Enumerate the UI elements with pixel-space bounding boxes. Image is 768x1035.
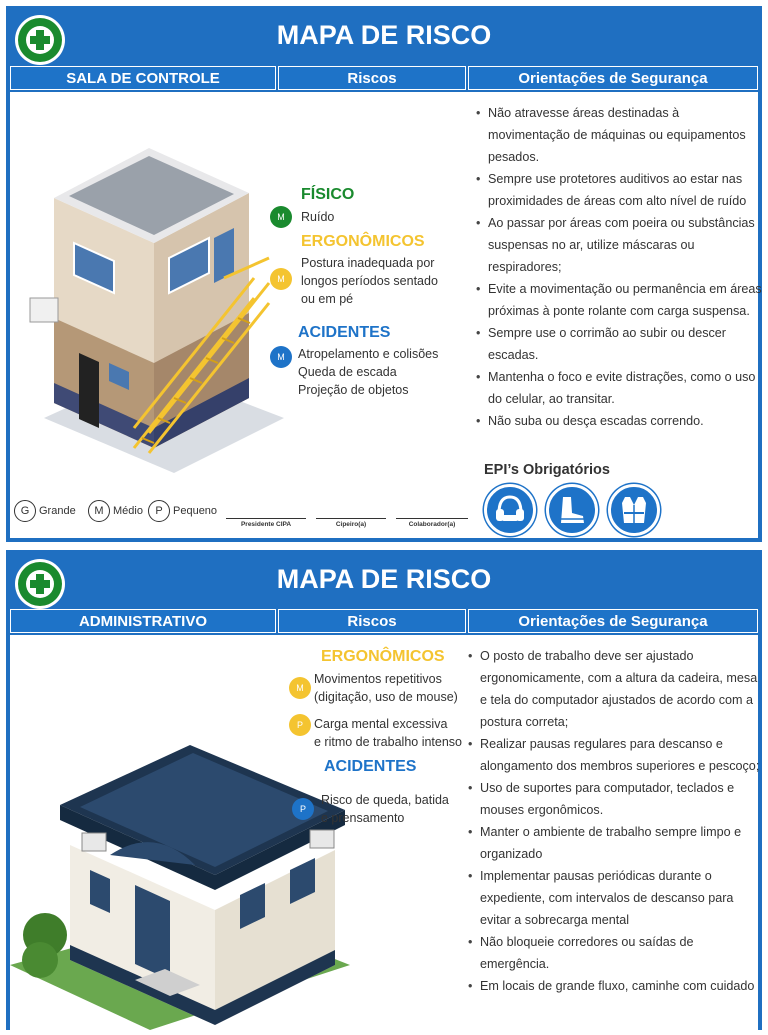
signature-line-collaborator: Colaborador(a)	[396, 518, 468, 528]
guideline-item: • Não atravesse áreas destinadas à movimentação de máquinas ou equipamentos pesados.	[476, 102, 762, 168]
risk-category-ergonomic: ERGONÔMICOS	[301, 233, 425, 250]
legend-letter: P	[148, 500, 170, 522]
page-title: MAPA DE RISCO	[276, 564, 492, 594]
risk-item-line: (digitação, uso de mouse)	[314, 690, 458, 704]
risk-item-line: longos períodos sentado	[301, 274, 438, 288]
risk-item-line: Atropelamento e colisões	[298, 347, 439, 361]
title-bar	[6, 550, 762, 608]
signature-line-president: Presidente CIPA	[226, 518, 306, 528]
risk-category-accidents: ACIDENTES	[298, 324, 391, 341]
risk-item-line: e ritmo de trabalho intenso	[314, 735, 463, 749]
header-risks: Riscos	[278, 609, 466, 633]
risk-map-card-control-room	[6, 6, 762, 542]
risk-item	[314, 670, 458, 706]
guideline-item: • Implementar pausas periódicas durante o expediente, com intervalos de descanso para evitar a sobrecarga mental	[468, 865, 760, 931]
risk-item	[321, 791, 449, 827]
guideline-item: • Sempre use o corrimão ao subir ou descer escadas.	[476, 322, 762, 366]
guideline-item: • O posto de trabalho deve ser ajustado ergonomicamente, com a altura da cadeira, mesa e tela do computador ajustados de acordo com a postura correta;	[468, 645, 760, 733]
guidelines-list	[476, 102, 762, 432]
guideline-item: • Não suba ou desça escadas correndo.	[476, 410, 762, 432]
risk-item	[301, 254, 438, 308]
column-headers	[10, 66, 758, 90]
risk-level-badge: P	[289, 714, 311, 736]
risk-level-badge: M	[270, 346, 292, 368]
risk-item-line: Carga mental excessiva	[314, 717, 448, 731]
risk-item-line: Queda de escada	[298, 365, 397, 379]
guideline-item: • Mantenha o foco e evite distrações, como o uso do celular, ao transitar.	[476, 366, 762, 410]
header-guidelines: Orientações de Segurança	[468, 66, 758, 90]
risk-level-badge: P	[292, 798, 314, 820]
legend-letter: M	[88, 500, 110, 522]
column-headers	[10, 609, 758, 633]
risk-category-ergonomic: ERGONÔMICOS	[321, 648, 445, 665]
guideline-item: • Evite a movimentação ou permanência em áreas próximas à ponte rolante com carga suspensa.	[476, 278, 762, 322]
risk-item: Ruído	[301, 210, 335, 224]
guideline-item: • Sempre use protetores auditivos ao estar nas proximidades de áreas com alto nível de ruído	[476, 168, 762, 212]
legend-item-grande	[14, 500, 76, 522]
card-body	[10, 92, 762, 538]
legend-label: Grande	[39, 505, 76, 517]
legend-item-medio	[88, 500, 143, 522]
risk-item-line: Risco de queda, batida	[321, 793, 449, 807]
legend-letter: G	[14, 500, 36, 522]
risk-category-accidents: ACIDENTES	[324, 758, 417, 775]
header-risks: Riscos	[278, 66, 466, 90]
title-bar	[6, 6, 762, 64]
guideline-item: • Não bloqueie corredores ou saídas de emergência.	[468, 931, 760, 975]
risk-item-line: Projeção de objetos	[298, 383, 409, 397]
risk-map-card-administrative	[6, 550, 762, 1030]
header-area: ADMINISTRATIVO	[10, 609, 276, 633]
risk-item	[298, 345, 438, 399]
legend-label: Pequeno	[173, 505, 218, 517]
risk-item	[314, 715, 462, 751]
guidelines-list	[468, 645, 760, 997]
header-guidelines: Orientações de Segurança	[468, 609, 758, 633]
control-room-building-illustration	[24, 128, 284, 478]
risk-item-line: e prensamento	[321, 811, 405, 825]
risk-item-line: ou em pé	[301, 292, 354, 306]
guideline-item: • Manter o ambiente de trabalho sempre limpo e organizado	[468, 821, 760, 865]
risk-level-badge: M	[270, 268, 292, 290]
guideline-item: • Em locais de grande fluxo, caminhe com cuidado	[468, 975, 760, 997]
risk-level-badge: M	[270, 206, 292, 228]
risk-level-badge: M	[289, 677, 311, 699]
card-body	[10, 635, 758, 1030]
legend-item-pequeno	[148, 500, 217, 522]
risk-item-line: Movimentos repetitivos	[314, 672, 442, 686]
risk-item-line: Postura inadequada por	[301, 256, 435, 270]
guideline-item: • Ao passar por áreas com poeira ou substâncias suspensas no ar, utilize máscaras ou respiradores;	[476, 212, 762, 278]
risk-category-physical: FÍSICO	[301, 186, 355, 203]
administrative-building-illustration	[10, 745, 350, 1035]
guideline-item: • Realizar pausas regulares para descanso e alongamento dos membros superiores e pescoço;	[468, 733, 760, 777]
header-area: SALA DE CONTROLE	[10, 66, 276, 90]
page-title: MAPA DE RISCO	[276, 20, 492, 50]
legend-label: Médio	[113, 505, 143, 517]
guideline-item: • Uso de suportes para computador, teclados e mouses ergonômicos.	[468, 777, 760, 821]
ear-protection-icon	[484, 484, 536, 536]
signature-line-cipeiro: Cipeiro(a)	[316, 518, 386, 528]
safety-boots-icon	[546, 484, 598, 536]
epi-title: EPI’s Obrigatórios	[484, 462, 610, 478]
safety-vest-icon	[608, 484, 660, 536]
